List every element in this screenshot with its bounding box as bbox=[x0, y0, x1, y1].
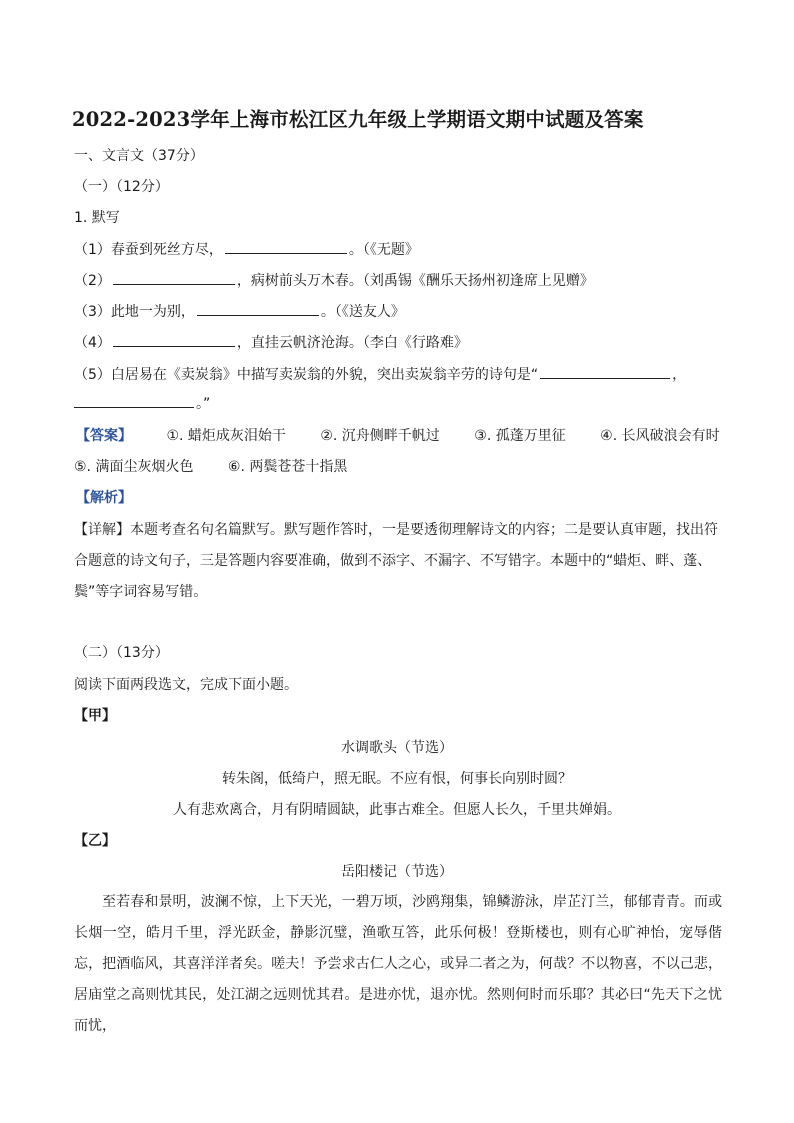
passage-label-yi: 【乙】 bbox=[74, 833, 116, 849]
answer-item: ③. 孤蓬万里征 bbox=[474, 428, 566, 444]
prose-title: 岳阳楼记（节选） bbox=[341, 864, 453, 880]
passage-label-jia: 【甲】 bbox=[74, 708, 116, 724]
item-text: （5）白居易在《卖炭翁》中描写卖炭翁的外貌，突出卖炭翁辛劳的诗句是“ bbox=[74, 367, 539, 383]
answer-item: ②. 沉舟侧畔千帆过 bbox=[320, 428, 440, 444]
answer-blank[interactable] bbox=[197, 301, 319, 316]
question-number: 1. 默写 bbox=[74, 210, 120, 226]
item-text: （3）此地一为别， bbox=[74, 304, 195, 320]
answer-blank[interactable] bbox=[225, 239, 347, 254]
detail-line: 鬓”等字词容易写错。 bbox=[74, 584, 208, 600]
item-text: 。（《送友人》 bbox=[320, 304, 405, 320]
poem-title: 水调歌头（节选） bbox=[341, 740, 453, 756]
answer-row-1 bbox=[76, 426, 720, 446]
answer-label: 【答案】 bbox=[76, 428, 132, 444]
section-heading: 一、文言文（37分） bbox=[74, 148, 204, 164]
item-text: （4） bbox=[74, 335, 111, 351]
dictation-item-4 bbox=[74, 332, 468, 353]
item-text: 。” bbox=[196, 396, 211, 412]
dictation-item-5-cont bbox=[74, 393, 210, 414]
item-text: （2） bbox=[74, 273, 111, 289]
detail-line: 【详解】本题考查名句名篇默写。默写题作答时，一是要透彻理解诗文的内容；二是要认真审题，找出符 bbox=[74, 522, 718, 538]
subsection-heading: （二）（13分） bbox=[74, 645, 169, 661]
answer-row-2 bbox=[74, 457, 347, 477]
dictation-item-1 bbox=[74, 239, 419, 260]
poem-line: 人有悲欢离合，月有阴晴圆缺，此事古难全。但愿人长久，千里共婵娟。 bbox=[173, 802, 621, 818]
dictation-item-5 bbox=[74, 364, 686, 385]
dictation-item-3 bbox=[74, 301, 405, 322]
subsection-heading: （一）（12分） bbox=[74, 179, 169, 195]
answer-item: ⑥. 两鬓苍苍十指黑 bbox=[227, 459, 348, 475]
answer-item: ①. 蜡炬成灰泪始干 bbox=[166, 428, 286, 444]
item-text: （1）春蚕到死丝方尽， bbox=[74, 242, 223, 258]
poem-line: 转朱阁，低绮户，照无眠。不应有恨，何事长向别时圆？ bbox=[222, 771, 572, 787]
answer-item: ④. 长风破浪会有时 bbox=[600, 428, 720, 444]
answer-blank[interactable] bbox=[113, 332, 235, 347]
item-text: ，病树前头万木春。（刘禹锡《酬乐天扬州初逢席上见赠》 bbox=[236, 273, 594, 289]
page-title: 2022-2023学年上海市松江区九年级上学期语文期中试题及答案 bbox=[72, 108, 644, 131]
prose-passage bbox=[74, 887, 722, 1042]
dictation-item-2 bbox=[74, 270, 594, 291]
analysis-label: 【解析】 bbox=[76, 490, 132, 506]
prose-text: 至若春和景明，波澜不惊，上下天光，一碧万顷，沙鸥翔集，锦鳞游泳，岸芷汀兰，郁郁青青。而或长烟一空，皓月千里，浮光跃金，静影沉璧，渔歌互答，此乐何极！登斯楼也，则有心旷神怡，宠辱偕忘，把酒临风，其喜洋洋者矣。嗟夫！予尝求古仁人之心，或异二者之为，何哉？不以物喜，不以己悲，居庙堂之高则忧其民，处江湖之远则忧其君。是进亦忧，退亦忧。然则何时而乐耶？其必曰“先天下之忧而忧， bbox=[74, 894, 722, 1034]
answer-item: ⑤. 满面尘灰烟火色 bbox=[74, 459, 194, 475]
item-text: 。（《无题》 bbox=[348, 242, 419, 258]
answer-blank[interactable] bbox=[540, 364, 670, 379]
detail-line: 合题意的诗文句子，三是答题内容要准确，做到不添字、不漏字、不写错字。本题中的“蜡炬、畔、蓬、 bbox=[74, 553, 712, 569]
item-text: ，直挂云帆济沧海。（李白《行路难》 bbox=[236, 335, 468, 351]
answer-blank[interactable] bbox=[74, 393, 194, 408]
reading-instruction: 阅读下面两段选文，完成下面小题。 bbox=[74, 677, 298, 693]
answer-blank[interactable] bbox=[113, 270, 235, 285]
item-text: ， bbox=[672, 367, 687, 383]
